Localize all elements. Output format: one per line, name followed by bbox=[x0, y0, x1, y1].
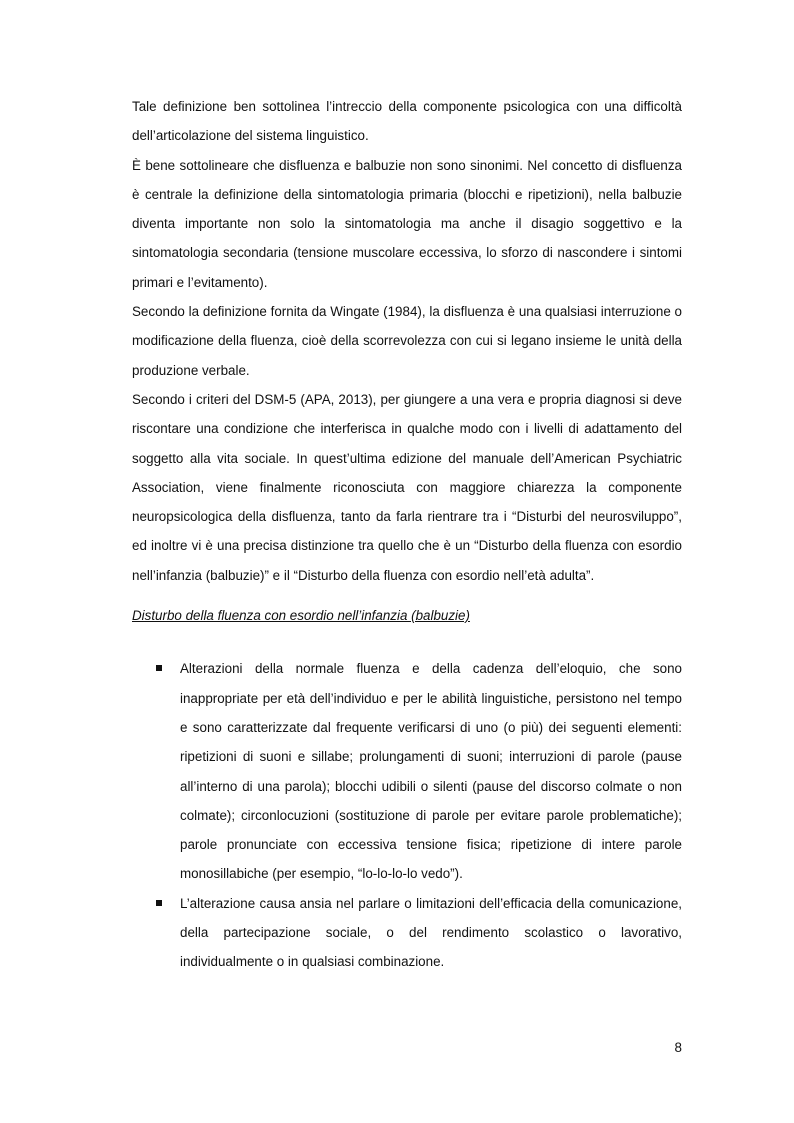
list-item-text: Alterazioni della normale fluenza e della cadenza dell’eloquio, che sono inappropriate per età dell’individuo e per le abilità linguistiche, persistono nel tempo e sono caratterizzate dal frequente verificarsi di uno (o più) dei seguenti elementi: ripetizioni di suoni e sillabe; prolungamenti di suoni; interruzioni di parole (pause all’interno di una parola); blocchi udibili o silenti (pause del discorso colmate o non colmate); circonlocuzioni (sostituzione di parole per evitare parole problematiche); parole pronunciate con eccessiva tensione fisica; ripetizione di intere parole monosillabiche (per esempio, “lo-lo-lo-lo vedo”). bbox=[180, 661, 682, 882]
list-item bbox=[132, 654, 682, 888]
page-number: 8 bbox=[674, 1040, 682, 1055]
criteria-list bbox=[132, 654, 682, 976]
list-item-text: L’alterazione causa ansia nel parlare o limitazioni dell’efficacia della comunicazione, della partecipazione sociale, o del rendimento scolastico o lavorativo, individualmente o in qualsiasi combinazione. bbox=[180, 895, 682, 970]
paragraph-definition: Tale definizione ben sottolinea l’intreccio della componente psicologica con una difficoltà dell’articolazione del sistema linguistico. bbox=[132, 99, 682, 144]
section-heading: Disturbo della fluenza con esordio nell’infanzia (balbuzie) bbox=[132, 608, 470, 624]
square-bullet-icon bbox=[156, 900, 162, 906]
square-bullet-icon bbox=[156, 665, 162, 671]
paragraph-disfluency-vs-stuttering: È bene sottolineare che disfluenza e balbuzie non sono sinonimi. Nel concetto di disfluenza è centrale la definizione della sintomatologia primaria (blocchi e ripetizioni), nella balbuzie diventa importante non solo la sintomatologia ma anche il disagio soggettivo e la sintomatologia secondaria (tensione muscolare eccessiva, lo sforzo di nascondere i sintomi primari e l’evitamento). bbox=[132, 157, 682, 290]
list-item bbox=[132, 889, 682, 977]
paragraph-dsm5: Secondo i criteri del DSM-5 (APA, 2013), per giungere a una vera e propria diagnosi si deve riscontare una condizione che interferisca in qualche modo con i livelli di adattamento del soggetto alla vita sociale. In quest’ultima edizione del manuale dell’American Psychiatric Association, viene finalmente riconosciuta con maggiore chiarezza la componente neuropsicologica della disfluenza, tanto da farla rientrare tra i “Disturbi del neurosviluppo”, ed inoltre vi è una precisa distinzione tra quello che è un “Disturbo della fluenza con esordio nell’infanzia (balbuzie)” e il “Disturbo della fluenza con esordio nell’età adulta”. bbox=[132, 391, 682, 583]
paragraph-wingate: Secondo la definizione fornita da Wingate (1984), la disfluenza è una qualsiasi interruzione o modificazione della fluenza, cioè della scorrevolezza con cui si legano insieme le unità della produzione verbale. bbox=[132, 304, 682, 378]
document-page bbox=[132, 92, 682, 977]
